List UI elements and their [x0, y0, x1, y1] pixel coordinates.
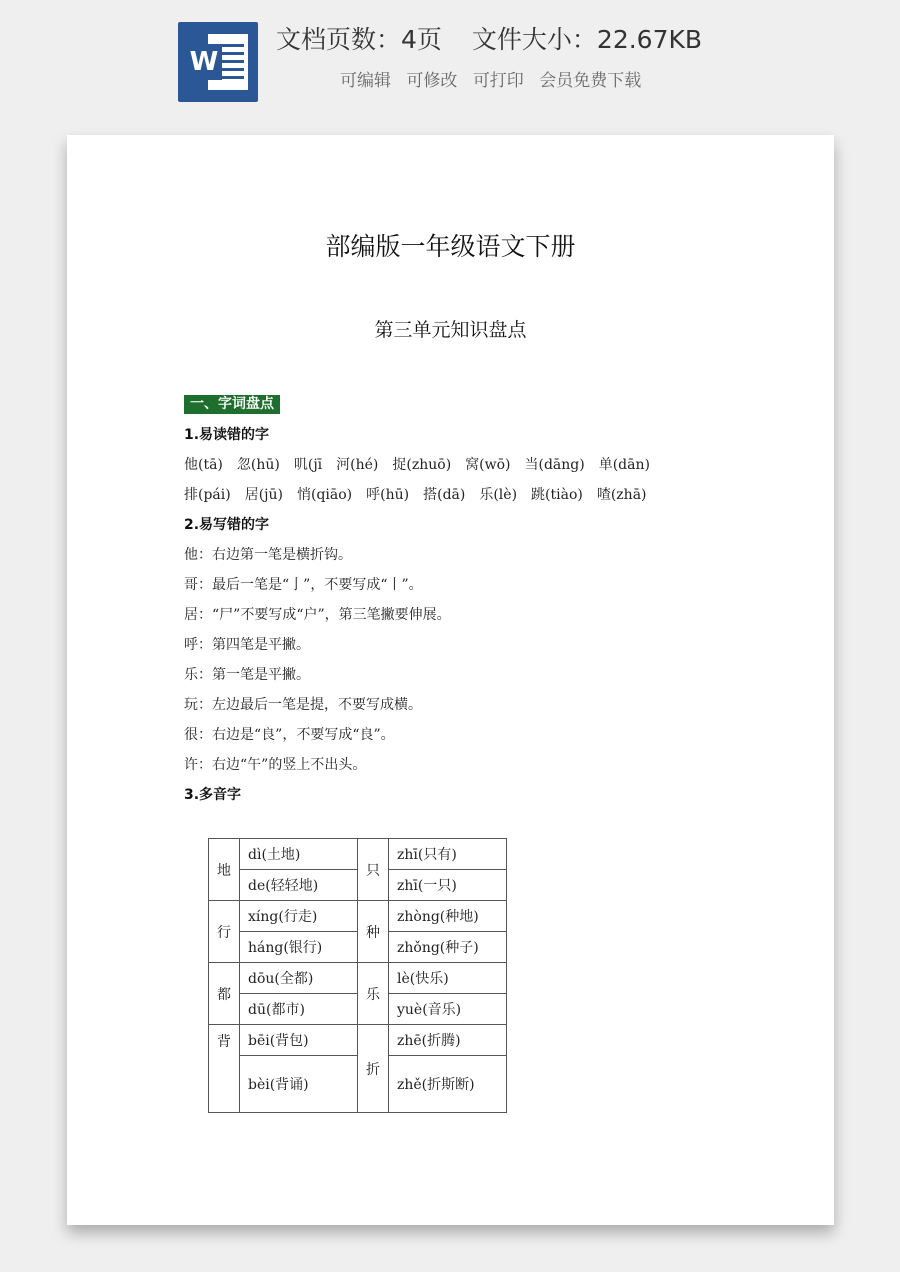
document-title: 部编版一年级语文下册 [325, 232, 576, 261]
page-count: 文档页数：4页 [276, 25, 442, 54]
note-line: 居：“尸”不要写成“户”，第三笔撇要伸展。 [184, 607, 451, 623]
table-row [209, 963, 507, 994]
document-page [67, 135, 834, 1225]
table-char: 折 [358, 1025, 389, 1113]
table-char: 背 [209, 1025, 240, 1113]
note-line: 哥：最后一笔是“亅”，不要写成“丨”。 [184, 577, 423, 593]
section-tag: 一、字词盘点 [184, 395, 280, 414]
pinyin-item: 捉(zhuō) [392, 457, 452, 473]
polyphone-table [208, 838, 507, 1113]
pinyin-row [184, 450, 744, 480]
pinyin-item: 居(jū) [244, 487, 283, 503]
note-line: 很：右边是“良”，不要写成“良”。 [184, 727, 395, 743]
feature-list [340, 66, 641, 91]
table-cell: xíng(行走) [240, 901, 358, 932]
table-row [209, 1025, 507, 1056]
feature-editable: 可编辑 [340, 71, 391, 91]
pinyin-item: 呼(hū) [366, 487, 410, 503]
table-cell: zhǒng(种子) [389, 932, 507, 963]
pinyin-item: 当(dāng) [524, 457, 585, 473]
word-icon [178, 22, 258, 102]
header-banner [0, 0, 900, 120]
note-line: 呼：第四笔是平撇。 [184, 637, 310, 653]
subheading-miswritten: 2.易写错的字 [184, 517, 270, 533]
subheading-polyphones: 3.多音字 [184, 787, 242, 803]
table-cell: bèi(背诵) [240, 1056, 358, 1113]
table-cell: zhē(折腾) [389, 1025, 507, 1056]
table-cell: bēi(背包) [240, 1025, 358, 1056]
table-char: 只 [358, 839, 389, 901]
table-char: 行 [209, 901, 240, 963]
table-cell: dū(都市) [240, 994, 358, 1025]
table-cell: zhě(折斯断) [389, 1056, 507, 1113]
pinyin-item: 河(hé) [336, 457, 379, 473]
note-line: 许：右边“午”的竖上不出头。 [184, 757, 367, 773]
table-cell: de(轻轻地) [240, 870, 358, 901]
table-cell: yuè(音乐) [389, 994, 507, 1025]
table-cell: lè(快乐) [389, 963, 507, 994]
table-row [209, 901, 507, 932]
pinyin-row [184, 480, 744, 510]
pinyin-item: 搭(dā) [423, 487, 466, 503]
pinyin-item: 他(tā) [184, 457, 223, 473]
logo-letter: W [186, 44, 222, 80]
pinyin-item: 悄(qiāo) [297, 487, 353, 503]
pinyin-item: 排(pái) [184, 487, 231, 503]
table-char: 乐 [358, 963, 389, 1025]
table-cell: dì(土地) [240, 839, 358, 870]
table-cell: dōu(全都) [240, 963, 358, 994]
feature-modifiable: 可修改 [406, 71, 458, 91]
pinyin-item: 乐(lè) [479, 487, 518, 503]
table-cell: zhī(只有) [389, 839, 507, 870]
table-cell: háng(银行) [240, 932, 358, 963]
document-subtitle: 第三单元知识盘点 [374, 319, 527, 341]
pinyin-item: 叽(jī [293, 457, 323, 473]
table-row [209, 839, 507, 870]
note-line: 玩：左边最后一笔是提，不要写成横。 [184, 697, 422, 713]
feature-printable: 可打印 [472, 71, 524, 91]
pinyin-item: 跳(tiào) [531, 487, 583, 503]
note-line: 乐：第一笔是平撇。 [184, 667, 310, 683]
table-char: 种 [358, 901, 389, 963]
table-char: 都 [209, 963, 240, 1025]
feature-member-download: 会员免费下载 [539, 71, 642, 91]
table-cell: zhī(一只) [389, 870, 507, 901]
file-meta [276, 20, 702, 56]
file-size: 文件大小：22.67KB [471, 25, 703, 54]
pinyin-item: 单(dān) [598, 457, 650, 473]
document-body [184, 393, 744, 810]
pinyin-item: 忽(hū) [236, 457, 280, 473]
subheading-misread: 1.易读错的字 [184, 427, 270, 443]
table-cell: zhòng(种地) [389, 901, 507, 932]
pinyin-item: 窝(wō) [465, 457, 511, 473]
table-char: 地 [209, 839, 240, 901]
section-heading [184, 393, 744, 414]
pinyin-item: 喳(zhā) [596, 487, 647, 503]
note-line: 他：右边第一笔是横折钩。 [184, 547, 352, 563]
